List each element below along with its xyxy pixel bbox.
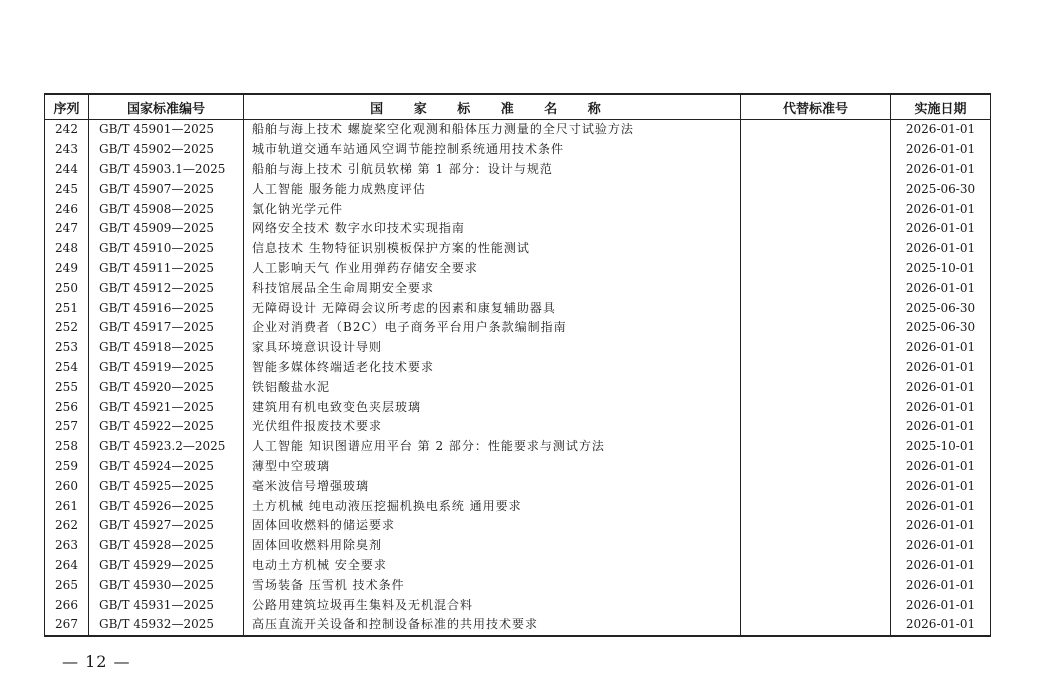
cell-standard-code: GB/T 45917—2025 bbox=[89, 318, 244, 338]
cell-seq: 250 bbox=[45, 278, 89, 298]
cell-implementation-date: 2026-01-01 bbox=[891, 358, 991, 378]
cell-replaced-standard bbox=[741, 298, 891, 318]
cell-standard-code: GB/T 45916—2025 bbox=[89, 298, 244, 318]
cell-replaced-standard bbox=[741, 338, 891, 358]
cell-standard-name: 毫米波信号增强玻璃 bbox=[244, 476, 741, 496]
cell-standard-name: 科技馆展品全生命周期安全要求 bbox=[244, 278, 741, 298]
cell-standard-code: GB/T 45919—2025 bbox=[89, 358, 244, 378]
table-row bbox=[45, 516, 991, 536]
cell-standard-code: GB/T 45903.1—2025 bbox=[89, 160, 244, 180]
cell-standard-name: 人工影响天气 作业用弹药存储安全要求 bbox=[244, 259, 741, 279]
cell-seq: 249 bbox=[45, 259, 89, 279]
table-row bbox=[45, 199, 991, 219]
cell-implementation-date: 2025-06-30 bbox=[891, 179, 991, 199]
cell-seq: 245 bbox=[45, 179, 89, 199]
cell-standard-name: 信息技术 生物特征识别模板保护方案的性能测试 bbox=[244, 239, 741, 259]
table-row bbox=[45, 417, 991, 437]
cell-implementation-date: 2026-01-01 bbox=[891, 338, 991, 358]
cell-standard-name: 固体回收燃料用除臭剂 bbox=[244, 536, 741, 556]
cell-implementation-date: 2026-01-01 bbox=[891, 140, 991, 160]
table-row bbox=[45, 219, 991, 239]
cell-implementation-date: 2026-01-01 bbox=[891, 615, 991, 636]
cell-standard-code: GB/T 45901—2025 bbox=[89, 120, 244, 140]
cell-standard-name: 铁铝酸盐水泥 bbox=[244, 377, 741, 397]
cell-replaced-standard bbox=[741, 219, 891, 239]
cell-replaced-standard bbox=[741, 516, 891, 536]
cell-replaced-standard bbox=[741, 377, 891, 397]
cell-seq: 257 bbox=[45, 417, 89, 437]
cell-standard-name: 高压直流开关设备和控制设备标准的共用技术要求 bbox=[244, 615, 741, 636]
table-row bbox=[45, 358, 991, 378]
cell-standard-name: 人工智能 服务能力成熟度评估 bbox=[244, 179, 741, 199]
cell-standard-name: 网络安全技术 数字水印技术实现指南 bbox=[244, 219, 741, 239]
cell-standard-code: GB/T 45908—2025 bbox=[89, 199, 244, 219]
header-name: 国 家 标 准 名 称 bbox=[244, 94, 741, 120]
cell-standard-name: 船舶与海上技术 引航员软梯 第 1 部分：设计与规范 bbox=[244, 160, 741, 180]
cell-standard-code: GB/T 45927—2025 bbox=[89, 516, 244, 536]
cell-standard-name: 家具环境意识设计导则 bbox=[244, 338, 741, 358]
cell-seq: 244 bbox=[45, 160, 89, 180]
cell-standard-code: GB/T 45932—2025 bbox=[89, 615, 244, 636]
cell-implementation-date: 2025-06-30 bbox=[891, 318, 991, 338]
cell-replaced-standard bbox=[741, 615, 891, 636]
cell-seq: 242 bbox=[45, 120, 89, 140]
cell-seq: 255 bbox=[45, 377, 89, 397]
cell-seq: 246 bbox=[45, 199, 89, 219]
cell-seq: 256 bbox=[45, 397, 89, 417]
cell-replaced-standard bbox=[741, 199, 891, 219]
cell-seq: 263 bbox=[45, 536, 89, 556]
cell-standard-name: 光伏组件报废技术要求 bbox=[244, 417, 741, 437]
table-row bbox=[45, 536, 991, 556]
cell-implementation-date: 2026-01-01 bbox=[891, 575, 991, 595]
cell-standard-code: GB/T 45921—2025 bbox=[89, 397, 244, 417]
cell-seq: 259 bbox=[45, 457, 89, 477]
cell-implementation-date: 2025-06-30 bbox=[891, 298, 991, 318]
cell-seq: 243 bbox=[45, 140, 89, 160]
cell-standard-code: GB/T 45930—2025 bbox=[89, 575, 244, 595]
cell-standard-code: GB/T 45923.2—2025 bbox=[89, 437, 244, 457]
cell-standard-name: 城市轨道交通车站通风空调节能控制系统通用技术条件 bbox=[244, 140, 741, 160]
cell-standard-name: 船舶与海上技术 螺旋桨空化观测和船体压力测量的全尺寸试验方法 bbox=[244, 120, 741, 140]
table-row bbox=[45, 377, 991, 397]
cell-standard-code: GB/T 45931—2025 bbox=[89, 595, 244, 615]
cell-seq: 267 bbox=[45, 615, 89, 636]
cell-implementation-date: 2026-01-01 bbox=[891, 199, 991, 219]
cell-seq: 247 bbox=[45, 219, 89, 239]
cell-seq: 265 bbox=[45, 575, 89, 595]
table-body bbox=[45, 120, 991, 636]
cell-seq: 266 bbox=[45, 595, 89, 615]
table-row bbox=[45, 556, 991, 576]
cell-implementation-date: 2026-01-01 bbox=[891, 457, 991, 477]
cell-standard-code: GB/T 45902—2025 bbox=[89, 140, 244, 160]
cell-seq: 252 bbox=[45, 318, 89, 338]
cell-seq: 258 bbox=[45, 437, 89, 457]
table-row bbox=[45, 338, 991, 358]
table-row bbox=[45, 160, 991, 180]
cell-standard-code: GB/T 45912—2025 bbox=[89, 278, 244, 298]
cell-standard-name: 公路用建筑垃圾再生集料及无机混合料 bbox=[244, 595, 741, 615]
cell-replaced-standard bbox=[741, 278, 891, 298]
cell-replaced-standard bbox=[741, 259, 891, 279]
table-row bbox=[45, 298, 991, 318]
cell-implementation-date: 2026-01-01 bbox=[891, 417, 991, 437]
cell-seq: 248 bbox=[45, 239, 89, 259]
page-number: — 12 — bbox=[62, 652, 131, 671]
table-row bbox=[45, 278, 991, 298]
cell-implementation-date: 2026-01-01 bbox=[891, 397, 991, 417]
cell-standard-code: GB/T 45911—2025 bbox=[89, 259, 244, 279]
cell-replaced-standard bbox=[741, 239, 891, 259]
cell-standard-name: 薄型中空玻璃 bbox=[244, 457, 741, 477]
table-row bbox=[45, 140, 991, 160]
table-row bbox=[45, 496, 991, 516]
cell-replaced-standard bbox=[741, 160, 891, 180]
table-row bbox=[45, 595, 991, 615]
table-row bbox=[45, 615, 991, 636]
cell-seq: 260 bbox=[45, 476, 89, 496]
table-header bbox=[45, 94, 991, 120]
cell-implementation-date: 2026-01-01 bbox=[891, 120, 991, 140]
cell-implementation-date: 2026-01-01 bbox=[891, 516, 991, 536]
cell-implementation-date: 2026-01-01 bbox=[891, 476, 991, 496]
cell-implementation-date: 2026-01-01 bbox=[891, 160, 991, 180]
cell-standard-name: 企业对消费者（B2C）电子商务平台用户条款编制指南 bbox=[244, 318, 741, 338]
cell-standard-code: GB/T 45907—2025 bbox=[89, 179, 244, 199]
table-row bbox=[45, 120, 991, 140]
cell-implementation-date: 2026-01-01 bbox=[891, 377, 991, 397]
cell-replaced-standard bbox=[741, 140, 891, 160]
cell-standard-code: GB/T 45909—2025 bbox=[89, 219, 244, 239]
cell-standard-code: GB/T 45924—2025 bbox=[89, 457, 244, 477]
table-row bbox=[45, 179, 991, 199]
cell-implementation-date: 2026-01-01 bbox=[891, 556, 991, 576]
cell-standard-code: GB/T 45922—2025 bbox=[89, 417, 244, 437]
cell-standard-name: 固体回收燃料的储运要求 bbox=[244, 516, 741, 536]
cell-standard-name: 土方机械 纯电动液压挖掘机换电系统 通用要求 bbox=[244, 496, 741, 516]
cell-implementation-date: 2025-10-01 bbox=[891, 259, 991, 279]
cell-standard-code: GB/T 45928—2025 bbox=[89, 536, 244, 556]
header-seq: 序列 bbox=[45, 94, 89, 120]
table-row bbox=[45, 476, 991, 496]
cell-standard-name: 电动土方机械 安全要求 bbox=[244, 556, 741, 576]
cell-standard-code: GB/T 45925—2025 bbox=[89, 476, 244, 496]
cell-seq: 261 bbox=[45, 496, 89, 516]
cell-seq: 264 bbox=[45, 556, 89, 576]
header-code: 国家标准编号 bbox=[89, 94, 244, 120]
cell-standard-code: GB/T 45926—2025 bbox=[89, 496, 244, 516]
header-row bbox=[45, 94, 991, 120]
cell-replaced-standard bbox=[741, 179, 891, 199]
cell-seq: 262 bbox=[45, 516, 89, 536]
cell-replaced-standard bbox=[741, 417, 891, 437]
standards-table bbox=[44, 93, 991, 637]
header-replaced: 代替标准号 bbox=[741, 94, 891, 120]
cell-replaced-standard bbox=[741, 536, 891, 556]
cell-standard-name: 无障碍设计 无障碍会议所考虑的因素和康复辅助器具 bbox=[244, 298, 741, 318]
cell-implementation-date: 2026-01-01 bbox=[891, 278, 991, 298]
cell-replaced-standard bbox=[741, 437, 891, 457]
cell-standard-code: GB/T 45918—2025 bbox=[89, 338, 244, 358]
cell-replaced-standard bbox=[741, 457, 891, 477]
cell-replaced-standard bbox=[741, 120, 891, 140]
cell-implementation-date: 2026-01-01 bbox=[891, 536, 991, 556]
cell-standard-code: GB/T 45920—2025 bbox=[89, 377, 244, 397]
cell-seq: 251 bbox=[45, 298, 89, 318]
cell-implementation-date: 2026-01-01 bbox=[891, 595, 991, 615]
cell-replaced-standard bbox=[741, 476, 891, 496]
cell-seq: 253 bbox=[45, 338, 89, 358]
table-row bbox=[45, 575, 991, 595]
cell-standard-name: 建筑用有机电致变色夹层玻璃 bbox=[244, 397, 741, 417]
cell-replaced-standard bbox=[741, 556, 891, 576]
cell-standard-name: 雪场装备 压雪机 技术条件 bbox=[244, 575, 741, 595]
table-row bbox=[45, 239, 991, 259]
cell-standard-name: 人工智能 知识图谱应用平台 第 2 部分：性能要求与测试方法 bbox=[244, 437, 741, 457]
cell-replaced-standard bbox=[741, 397, 891, 417]
cell-replaced-standard bbox=[741, 358, 891, 378]
cell-standard-code: GB/T 45929—2025 bbox=[89, 556, 244, 576]
header-date: 实施日期 bbox=[891, 94, 991, 120]
cell-implementation-date: 2026-01-01 bbox=[891, 219, 991, 239]
cell-seq: 254 bbox=[45, 358, 89, 378]
cell-implementation-date: 2025-10-01 bbox=[891, 437, 991, 457]
cell-replaced-standard bbox=[741, 575, 891, 595]
table-row bbox=[45, 318, 991, 338]
cell-implementation-date: 2026-01-01 bbox=[891, 496, 991, 516]
table-row bbox=[45, 259, 991, 279]
cell-replaced-standard bbox=[741, 318, 891, 338]
cell-standard-name: 氯化钠光学元件 bbox=[244, 199, 741, 219]
table-row bbox=[45, 437, 991, 457]
cell-standard-name: 智能多媒体终端适老化技术要求 bbox=[244, 358, 741, 378]
cell-replaced-standard bbox=[741, 496, 891, 516]
table-row bbox=[45, 397, 991, 417]
cell-replaced-standard bbox=[741, 595, 891, 615]
table-row bbox=[45, 457, 991, 477]
cell-standard-code: GB/T 45910—2025 bbox=[89, 239, 244, 259]
cell-implementation-date: 2026-01-01 bbox=[891, 239, 991, 259]
